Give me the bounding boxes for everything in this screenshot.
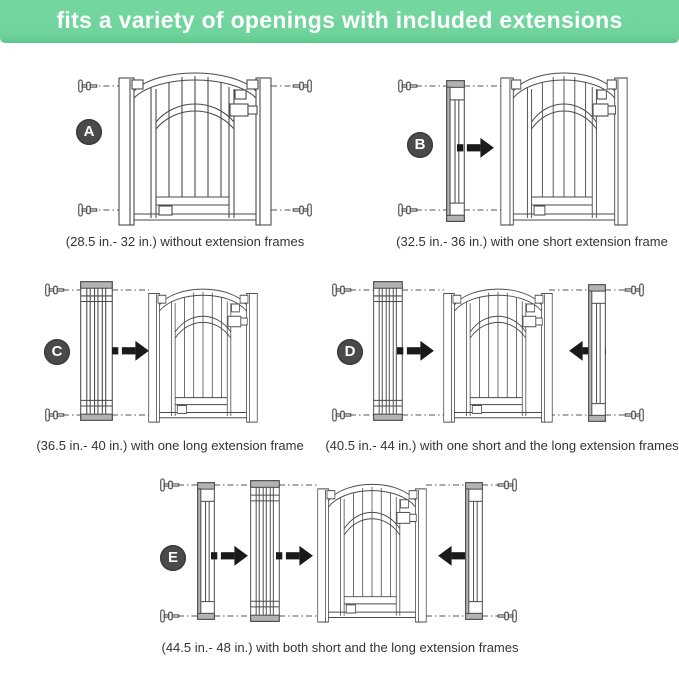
arrow-right-icon bbox=[211, 546, 248, 566]
mount-bolt-icon bbox=[399, 80, 417, 92]
mount-bolt-icon bbox=[79, 80, 97, 92]
gate-icon bbox=[501, 73, 627, 225]
short-extension-icon bbox=[589, 285, 606, 422]
long-extension-icon bbox=[251, 481, 280, 622]
arrow-right-icon bbox=[112, 341, 149, 361]
mount-bolt-icon bbox=[293, 204, 311, 216]
badge-e: E bbox=[160, 545, 186, 571]
mount-bolt-icon bbox=[46, 284, 64, 296]
badge-c: C bbox=[44, 339, 70, 365]
long-extension-icon bbox=[81, 282, 113, 421]
gate-icon bbox=[318, 484, 427, 622]
gate-icon bbox=[119, 73, 271, 225]
panel-d bbox=[325, 268, 679, 453]
mount-bolt-icon bbox=[498, 479, 516, 491]
gate-icon bbox=[444, 289, 553, 422]
mount-bolt-icon bbox=[46, 409, 64, 421]
short-extension-icon bbox=[466, 483, 483, 620]
mount-bolt-icon bbox=[161, 610, 179, 622]
caption-a: (28.5 in.- 32 in.) without extension frames bbox=[65, 234, 305, 249]
header-banner bbox=[0, 0, 679, 43]
gate-icon bbox=[149, 289, 258, 422]
caption-b: (32.5 in.- 36 in.) with one short extension frame bbox=[396, 234, 668, 249]
badge-d: D bbox=[337, 339, 363, 365]
mount-bolt-icon bbox=[333, 284, 351, 296]
panel-b bbox=[385, 60, 679, 249]
diagram-e bbox=[145, 460, 535, 638]
diagram-d bbox=[325, 268, 679, 436]
arrow-right-icon bbox=[276, 546, 313, 566]
panel-e bbox=[145, 460, 535, 655]
badge-b: B bbox=[407, 132, 433, 158]
panel-a bbox=[40, 60, 330, 249]
caption-e: (44.5 in.- 48 in.) with both short and the long extension frames bbox=[161, 640, 519, 655]
badge-a: A bbox=[76, 119, 102, 145]
mount-bolt-icon bbox=[625, 284, 643, 296]
mount-bolt-icon bbox=[498, 610, 516, 622]
mount-bolt-icon bbox=[399, 204, 417, 216]
mount-bolt-icon bbox=[333, 409, 351, 421]
caption-d: (40.5 in.- 44 in.) with one short and the long extension frames bbox=[325, 438, 679, 453]
short-extension-icon bbox=[198, 483, 215, 620]
mount-bolt-icon bbox=[625, 409, 643, 421]
mount-bolt-icon bbox=[293, 80, 311, 92]
mount-bolt-icon bbox=[79, 204, 97, 216]
mount-bolt-icon bbox=[161, 479, 179, 491]
page-title: fits a variety of openings with included extensions bbox=[56, 7, 623, 33]
diagram-a bbox=[40, 60, 330, 232]
caption-c: (36.5 in.- 40 in.) with one long extension frame bbox=[36, 438, 304, 453]
